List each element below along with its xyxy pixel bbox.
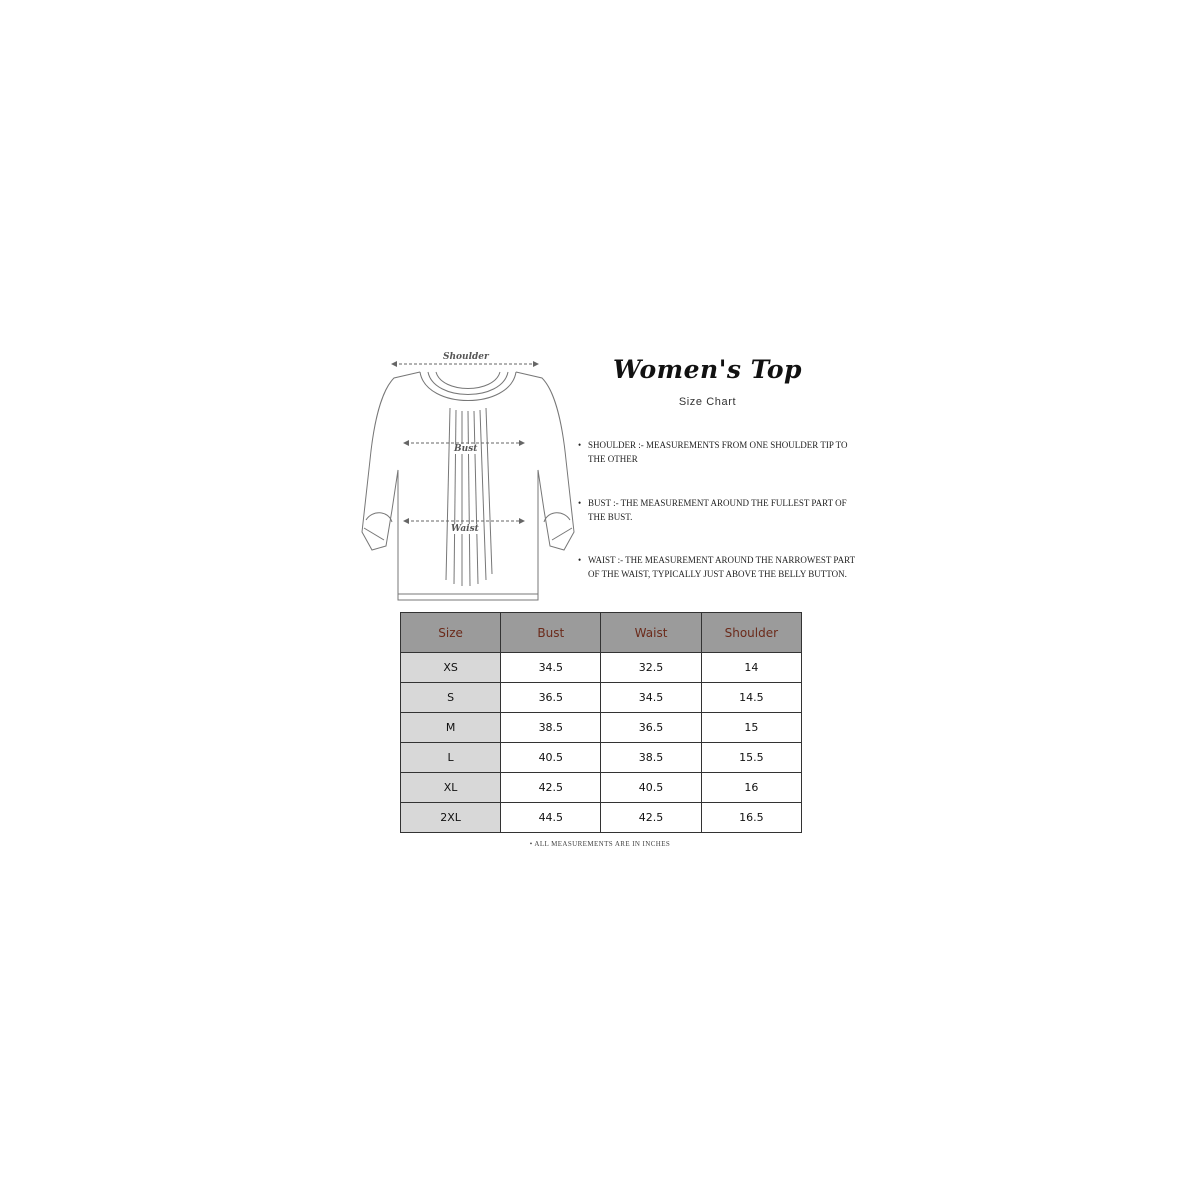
cell-size: XS <box>401 653 501 683</box>
definition-shoulder: • SHOULDER :- MEASUREMENTS FROM ONE SHOULDER TIP TO THE OTHER <box>578 438 858 466</box>
cell-shoulder: 15 <box>701 713 801 743</box>
cell-shoulder: 16 <box>701 773 801 803</box>
waist-label: Waist <box>451 524 479 534</box>
size-table <box>400 612 802 833</box>
cell-size: S <box>401 683 501 713</box>
cell-size: XL <box>401 773 501 803</box>
cell-waist: 34.5 <box>601 683 701 713</box>
header-shoulder: Shoulder <box>701 613 801 653</box>
header-waist: Waist <box>601 613 701 653</box>
cell-shoulder: 16.5 <box>701 803 801 833</box>
cell-bust: 44.5 <box>501 803 601 833</box>
table-header-row <box>401 613 802 653</box>
table-row <box>401 713 802 743</box>
cell-bust: 34.5 <box>501 653 601 683</box>
cell-size: L <box>401 743 501 773</box>
table-row <box>401 683 802 713</box>
cell-waist: 40.5 <box>601 773 701 803</box>
cell-shoulder: 15.5 <box>701 743 801 773</box>
cell-bust: 42.5 <box>501 773 601 803</box>
cell-waist: 38.5 <box>601 743 701 773</box>
cell-waist: 36.5 <box>601 713 701 743</box>
table-row <box>401 773 802 803</box>
chart-title: Women's Top <box>612 355 803 384</box>
cell-shoulder: 14.5 <box>701 683 801 713</box>
bust-label: Bust <box>454 444 478 454</box>
cell-bust: 36.5 <box>501 683 601 713</box>
header-size: Size <box>401 613 501 653</box>
cell-shoulder: 14 <box>701 653 801 683</box>
cell-bust: 40.5 <box>501 743 601 773</box>
cell-size: 2XL <box>401 803 501 833</box>
top-sketch <box>354 350 584 612</box>
definition-bust: • BUST :- THE MEASUREMENT AROUND THE FULLEST PART OF THE BUST. <box>578 496 858 524</box>
table-row <box>401 653 802 683</box>
shoulder-label: Shoulder <box>443 352 489 362</box>
garment-illustration <box>354 350 584 612</box>
chart-subtitle: Size Chart <box>678 396 737 408</box>
cell-waist: 42.5 <box>601 803 701 833</box>
table-row <box>401 743 802 773</box>
measurement-footnote: • ALL MEASUREMENTS ARE IN INCHES <box>529 840 671 848</box>
header-bust: Bust <box>501 613 601 653</box>
cell-size: M <box>401 713 501 743</box>
definition-waist: • WAIST :- THE MEASUREMENT AROUND THE NARROWEST PART OF THE WAIST, TYPICALLY JUST ABOVE THE BELLY BUTTON. <box>578 553 858 581</box>
footnote-text: ALL MEASUREMENTS ARE IN INCHES <box>534 840 671 848</box>
table-row <box>401 803 802 833</box>
cell-bust: 38.5 <box>501 713 601 743</box>
cell-waist: 32.5 <box>601 653 701 683</box>
